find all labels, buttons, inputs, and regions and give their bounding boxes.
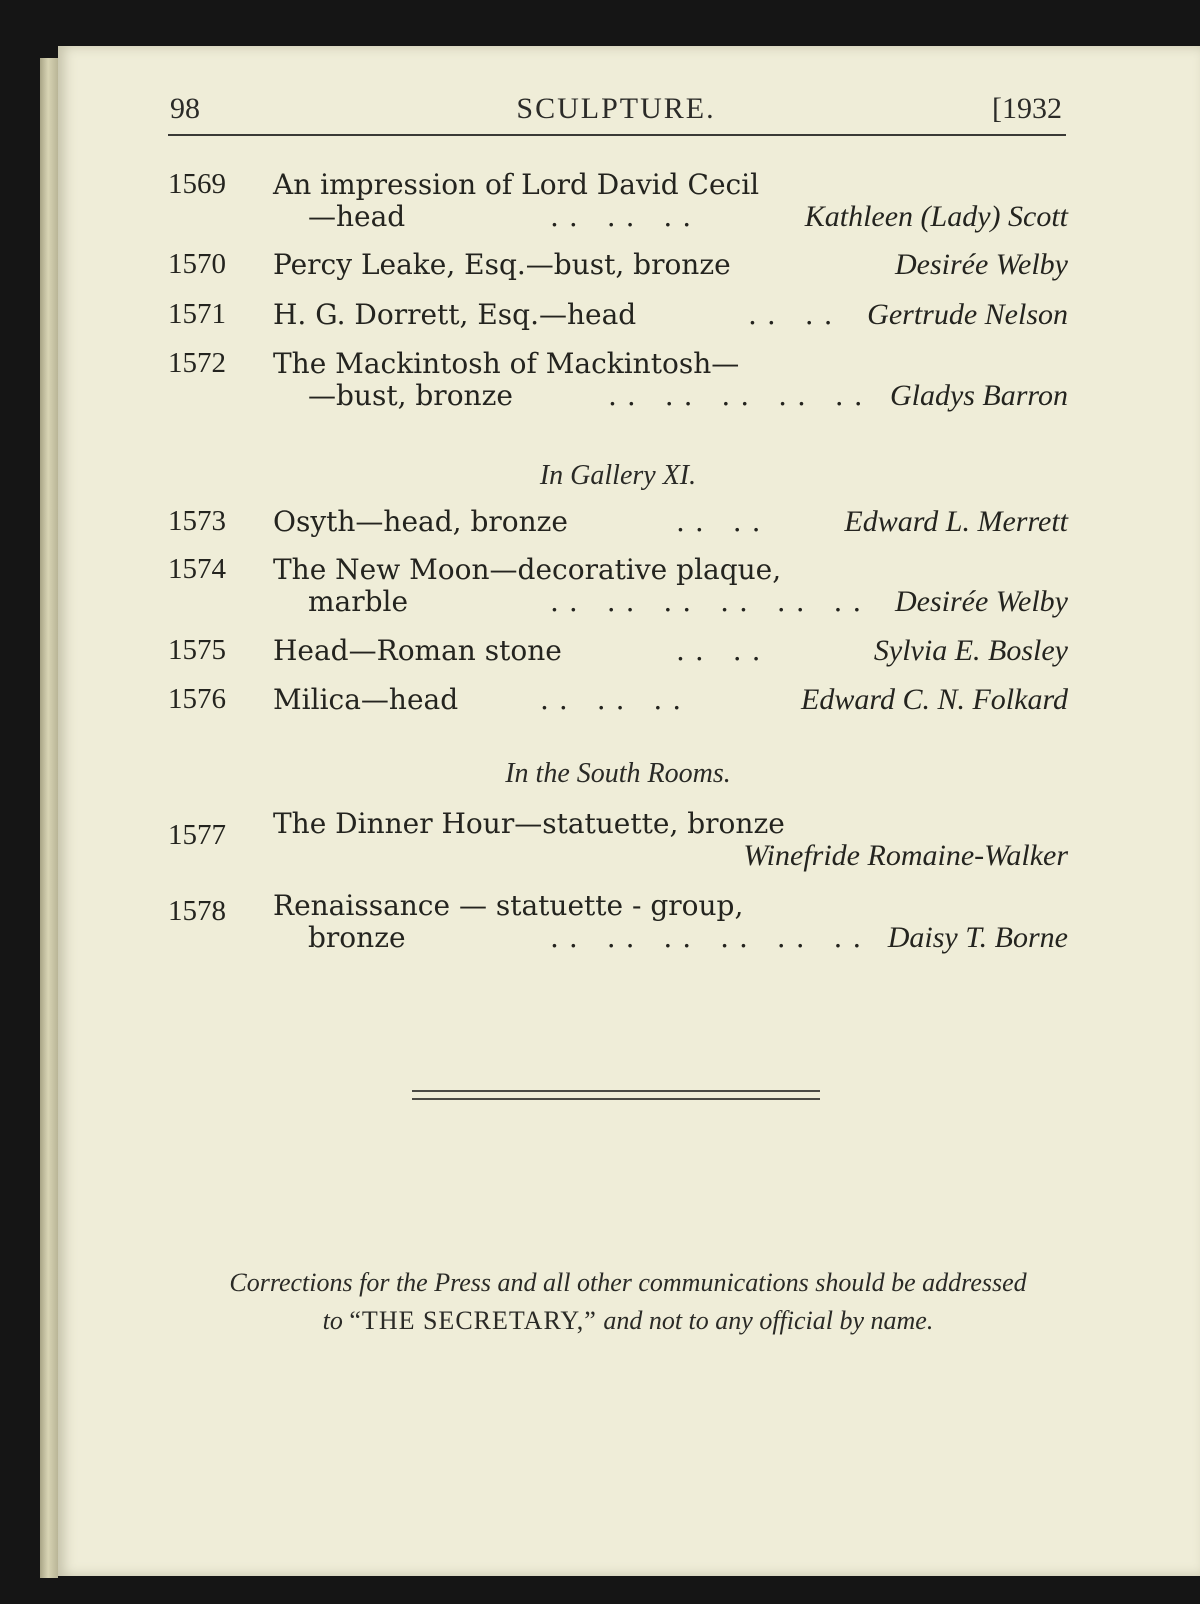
- leader-dots: .. .. ..: [550, 200, 702, 233]
- entry-number: 1573: [168, 505, 226, 537]
- artist-name: Edward L. Merrett: [844, 505, 1068, 538]
- entry-title: Milica—head: [273, 683, 459, 716]
- footer-prefix: to: [322, 1306, 343, 1335]
- entry-title: H. G. Dorrett, Esq.—head: [273, 298, 637, 331]
- leader-dots: .. ..: [676, 505, 771, 538]
- page-number: 98: [170, 92, 200, 125]
- footer-secretary: “THE SECRETARY,”: [349, 1306, 597, 1335]
- catalogue-entry: [168, 889, 1068, 959]
- entry-title-continued: —bust, bronze: [308, 379, 513, 412]
- artist-name: Desirée Welby: [895, 585, 1068, 618]
- catalogue-entry: [168, 298, 1068, 338]
- leader-dots: .. .. .. .. ..: [608, 379, 873, 412]
- page-title: SCULPTURE.: [516, 92, 716, 125]
- entry-title-continued: marble: [308, 585, 409, 618]
- footer-note-line1: Corrections for the Press and all other communications should be addressed: [229, 1268, 1027, 1297]
- entry-number: 1574: [168, 553, 226, 585]
- catalogue-entry: [168, 347, 1068, 417]
- entry-number: 1578: [168, 895, 226, 927]
- catalogue-entry: [168, 248, 1068, 288]
- entry-number: 1570: [168, 248, 226, 280]
- catalogue-entry: [168, 807, 1068, 877]
- artist-name: Daisy T. Borne: [887, 921, 1068, 954]
- entry-number: 1576: [168, 683, 226, 715]
- entry-title: The Mackintosh of Mackintosh—: [273, 347, 740, 380]
- catalogue-entry: [168, 553, 1068, 623]
- artist-name: Desirée Welby: [895, 248, 1068, 281]
- artist-name: Winefride Romaine-Walker: [743, 839, 1068, 872]
- header-rule: [168, 134, 1066, 136]
- year-label: [1932: [992, 92, 1062, 125]
- footer-note-line2: [168, 1306, 1088, 1336]
- leader-dots: .. .. ..: [540, 683, 692, 716]
- leader-dots: .. ..: [748, 298, 843, 331]
- section-heading: In Gallery XI.: [539, 460, 697, 491]
- artist-name: Gertrude Nelson: [867, 298, 1068, 331]
- entry-number: 1571: [168, 298, 226, 330]
- double-rule-divider: [412, 1090, 820, 1100]
- entry-title-continued: —head: [308, 200, 406, 233]
- leader-dots: .. .. .. .. .. ..: [550, 921, 872, 954]
- page-header: [170, 92, 1062, 136]
- entry-title-continued: bronze: [308, 921, 406, 954]
- entry-title: Head—Roman stone: [273, 634, 562, 667]
- entry-title: The New Moon—decorative plaque,: [273, 553, 782, 586]
- catalogue-entry: [168, 505, 1068, 545]
- catalogue-entry: [168, 634, 1068, 674]
- artist-name: Gladys Barron: [889, 379, 1068, 412]
- artist-name: Kathleen (Lady) Scott: [804, 200, 1068, 233]
- footer-suffix: and not to any official by name.: [603, 1306, 934, 1335]
- entry-title: The Dinner Hour—statuette, bronze: [273, 807, 785, 840]
- section-heading: In the South Rooms.: [505, 758, 731, 789]
- entry-number: 1572: [168, 347, 226, 379]
- leader-dots: .. .. .. .. .. ..: [550, 585, 872, 618]
- entry-title: Osyth—head, bronze: [273, 505, 568, 538]
- book-page-edge: [40, 58, 58, 1578]
- artist-name: Sylvia E. Bosley: [873, 634, 1068, 667]
- entry-number: 1577: [168, 819, 226, 851]
- entry-number: 1575: [168, 634, 226, 666]
- artist-name: Edward C. N. Folkard: [801, 683, 1068, 716]
- entry-title: Renaissance — statuette - group,: [273, 889, 744, 922]
- entry-title: Percy Leake, Esq.—bust, bronze: [273, 248, 731, 281]
- entry-title: An impression of Lord David Cecil: [273, 168, 760, 201]
- catalogue-entry: [168, 683, 1068, 723]
- catalogue-entry: [168, 168, 1068, 238]
- leader-dots: .. ..: [676, 634, 771, 667]
- entry-number: 1569: [168, 168, 226, 200]
